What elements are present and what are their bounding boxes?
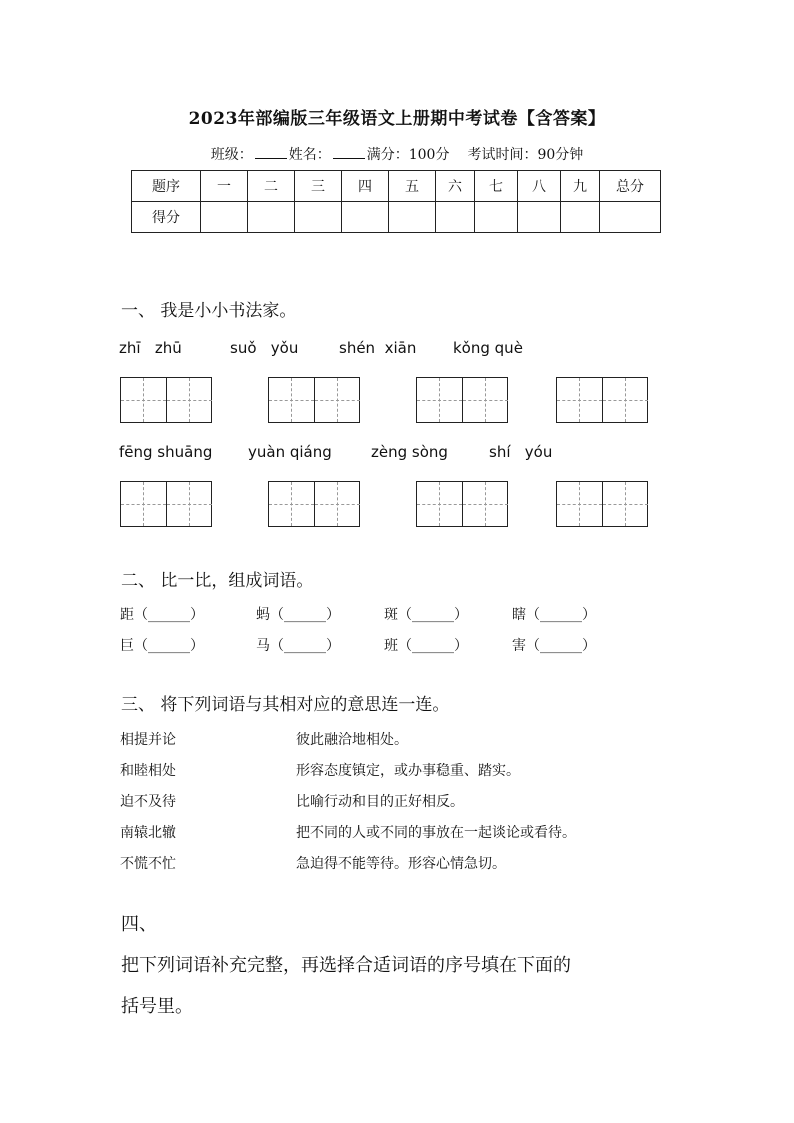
header-cell: 一: [201, 171, 248, 202]
score-cell[interactable]: [295, 202, 342, 233]
score-table-row: [132, 202, 661, 233]
writing-grid[interactable]: [120, 481, 212, 527]
header-cell: 五: [389, 171, 436, 202]
header-cell: 八: [518, 171, 561, 202]
idiom-meaning[interactable]: 比喻行动和目的正好相反。: [296, 794, 464, 810]
pinyin: zèng sòng: [371, 443, 448, 461]
idiom-meaning[interactable]: 彼此融洽地相处。: [296, 732, 408, 748]
class-label: 班级：: [210, 147, 253, 163]
writing-grid[interactable]: [416, 481, 508, 527]
writing-grid[interactable]: [416, 377, 508, 423]
header-cell: 六: [436, 171, 475, 202]
name-blank[interactable]: [333, 144, 365, 159]
pinyin: shí yóu: [489, 443, 553, 461]
word-blank[interactable]: 巨（______）: [120, 638, 204, 654]
idiom-meaning[interactable]: 把不同的人或不同的事放在一起谈论或看待。: [296, 825, 576, 841]
word-blank[interactable]: 害（______）: [512, 638, 596, 654]
idiom-term[interactable]: 相提并论: [120, 732, 176, 748]
score-cell[interactable]: [600, 202, 661, 233]
pinyin: suǒ yǒu: [230, 339, 299, 357]
writing-grid[interactable]: [268, 481, 360, 527]
section2-heading: 二、 比一比，组成词语。: [121, 571, 314, 591]
header-cell: 四: [342, 171, 389, 202]
header-cell: 七: [475, 171, 518, 202]
full-score: 满分：100分: [366, 147, 450, 163]
score-cell[interactable]: [342, 202, 389, 233]
word-blank[interactable]: 距（______）: [120, 607, 204, 623]
word-blank[interactable]: 蚂（______）: [256, 607, 340, 623]
word-blank[interactable]: 马（______）: [256, 638, 340, 654]
page-title: 2023年部编版三年级语文上册期中考试卷【含答案】: [188, 109, 606, 129]
pinyin: kǒng què: [453, 339, 523, 357]
idiom-term[interactable]: 迫不及待: [120, 794, 176, 810]
section4-heading: 四、: [121, 914, 157, 935]
pinyin: shén xiān: [339, 339, 417, 357]
pinyin: fēng shuāng: [119, 443, 213, 461]
header-cell: 九: [561, 171, 600, 202]
score-table-header: [132, 171, 661, 202]
score-cell[interactable]: [248, 202, 295, 233]
score-cell[interactable]: [561, 202, 600, 233]
header-cell: 总分: [600, 171, 661, 202]
writing-grid[interactable]: [556, 377, 648, 423]
pinyin: yuàn qiáng: [248, 443, 332, 461]
exam-time: 考试时间：90分钟: [467, 147, 584, 163]
word-blank[interactable]: 斑（______）: [384, 607, 468, 623]
exam-info: [0, 144, 794, 164]
header-cell: 三: [295, 171, 342, 202]
idiom-meaning[interactable]: 形容态度镇定，或办事稳重、踏实。: [296, 763, 520, 779]
word-blank[interactable]: 班（______）: [384, 638, 468, 654]
header-cell: 二: [248, 171, 295, 202]
writing-grid[interactable]: [120, 377, 212, 423]
section4-instruction-line1: 把下列词语补充完整，再选择合适词语的序号填在下面的: [121, 955, 571, 976]
score-table: [131, 170, 661, 233]
section1-heading: 一、 我是小小书法家。: [121, 301, 297, 321]
class-blank[interactable]: [255, 144, 287, 159]
score-cell[interactable]: [518, 202, 561, 233]
score-cell[interactable]: [389, 202, 436, 233]
idiom-term[interactable]: 南辕北辙: [120, 825, 176, 841]
header-cell: 题序: [132, 171, 201, 202]
writing-grid[interactable]: [268, 377, 360, 423]
score-cell[interactable]: [436, 202, 475, 233]
row-label: 得分: [132, 202, 201, 233]
idiom-term[interactable]: 不慌不忙: [120, 856, 176, 872]
score-cell[interactable]: [475, 202, 518, 233]
idiom-meaning[interactable]: 急迫得不能等待。形容心情急切。: [296, 856, 506, 872]
writing-grid[interactable]: [556, 481, 648, 527]
name-label: 姓名：: [288, 147, 331, 163]
pinyin: zhī zhū: [119, 339, 182, 357]
score-cell[interactable]: [201, 202, 248, 233]
word-blank[interactable]: 瞎（______）: [512, 607, 596, 623]
idiom-term[interactable]: 和睦相处: [120, 763, 176, 779]
section3-heading: 三、 将下列词语与其相对应的意思连一连。: [121, 695, 450, 715]
section4-instruction-line2: 括号里。: [121, 996, 193, 1017]
